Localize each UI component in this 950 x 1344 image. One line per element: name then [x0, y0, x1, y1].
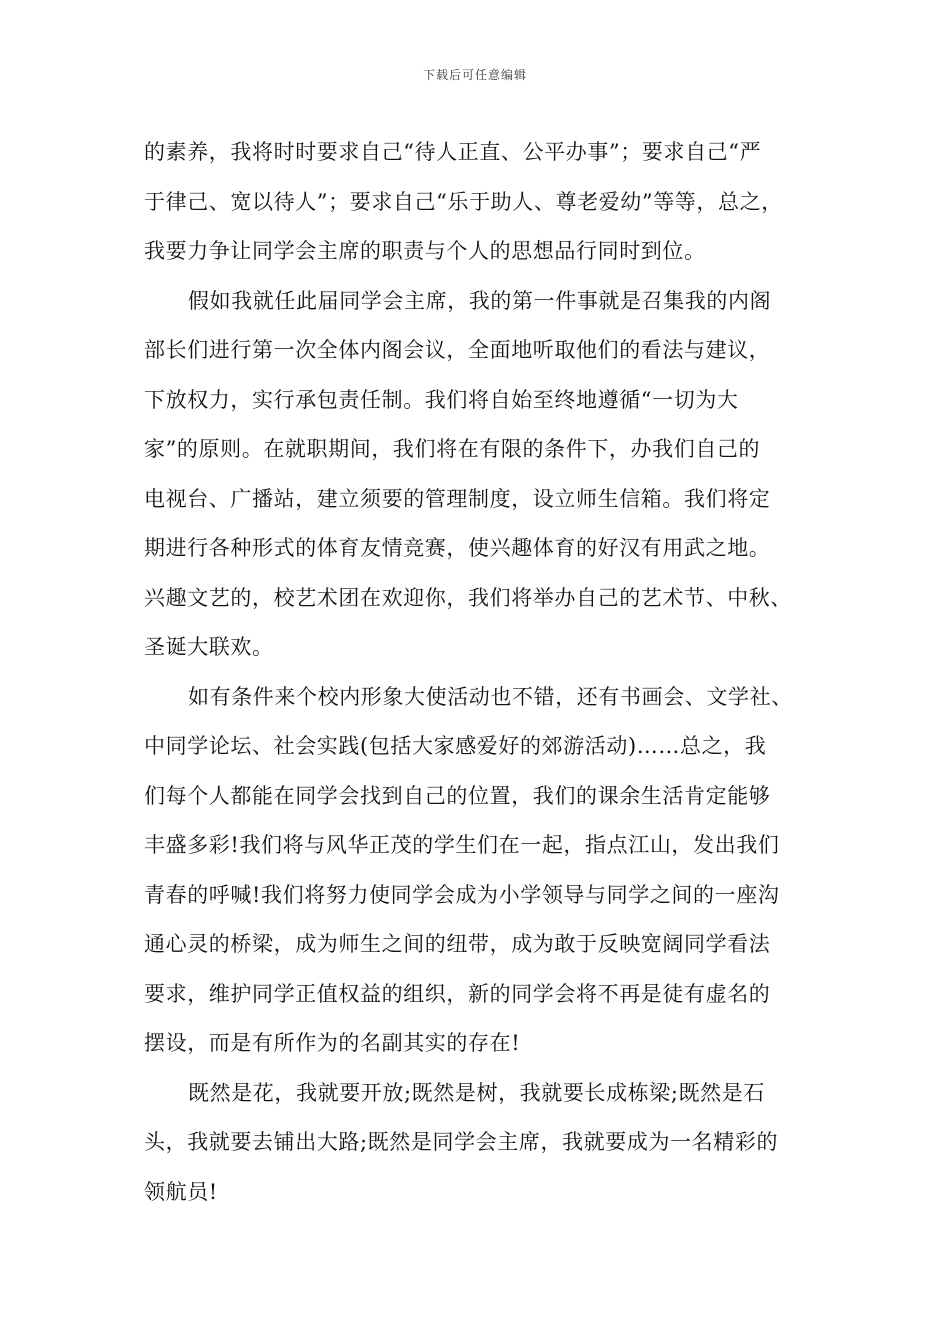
text-line: 头，我就要去铺出大路;既然是同学会主席，我就要成为一名精彩的 [144, 1130, 779, 1154]
text-line: 丰盛多彩!我们将与风华正茂的学生们在一起，指点江山，发出我们 [144, 833, 780, 857]
text-line: 下放权力，实行承包责任制。我们将自始至终地遵循“一切为大 [144, 387, 739, 412]
text-line: 假如我就任此届同学会主席，我的第一件事就是召集我的内阁 [188, 288, 772, 313]
text-line: 于律己、宽以待人”；要求自己“乐于助人、尊老爱幼”等等，总之， [144, 189, 783, 214]
page-header: 下载后可任意编辑 [422, 68, 527, 82]
text-line: 领航员! [144, 1179, 218, 1204]
text-line: 我要力争让同学会主席的职责与个人的思想品行同时到位。 [144, 239, 706, 263]
text-line: 青春的呼喊!我们将努力使同学会成为小学领导与同学之间的一座沟 [144, 882, 780, 907]
document-body [144, 128, 824, 1217]
text-line: 要求，维护同学正值权益的组织，新的同学会将不再是徒有虚名的 [144, 981, 771, 1006]
text-line: 如有条件来个校内形象大使活动也不错，还有书画会、文学社、 [188, 684, 793, 709]
text-line: 电视台、广播站，建立须要的管理制度，设立师生信箱。我们将定 [144, 486, 771, 511]
text-line: 通心灵的桥梁，成为师生之间的纽带，成为敢于反映宽阔同学看法 [144, 932, 771, 956]
text-line: 摆设，而是有所作为的名副其实的存在! [144, 1031, 521, 1055]
text-line: 中同学论坛、社会实践(包括大家感爱好的郊游活动)……总之，我 [144, 734, 767, 758]
text-line: 部长们进行第一次全体内阁会议，全面地听取他们的看法与建议， [144, 338, 771, 362]
text-line: 的素养，我将时时要求自己“待人正直、公平办事”；要求自己“严 [144, 140, 762, 164]
text-line: 既然是花，我就要开放;既然是树，我就要长成栋梁;既然是石 [188, 1080, 765, 1105]
text-line: 兴趣文艺的，校艺术团在欢迎你，我们将举办自己的艺术节、中秋、 [144, 585, 792, 610]
text-line: 圣诞大联欢。 [144, 635, 274, 659]
text-line: 家”的原则。在就职期间，我们将在有限的条件下，办我们自己的 [144, 437, 761, 461]
text-line: 期进行各种形式的体育友情竞赛，使兴趣体育的好汉有用武之地。 [144, 536, 771, 560]
text-line: 们每个人都能在同学会找到自己的位置，我们的课余生活肯定能够 [144, 783, 771, 808]
